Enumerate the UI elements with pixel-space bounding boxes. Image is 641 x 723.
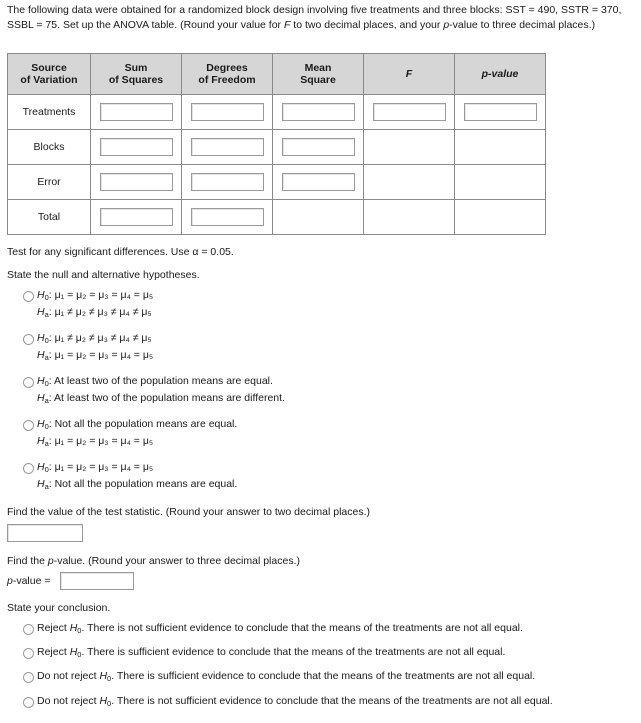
ha-subscript: a — [44, 396, 49, 405]
h0-symbol: H — [37, 375, 45, 387]
cell-p-error — [455, 165, 546, 200]
hypothesis-2-ha — [37, 349, 153, 361]
p-value-label — [7, 575, 51, 587]
question-hypotheses: State the null and alternative hypotheses. — [7, 269, 200, 281]
cell-f-treatments — [364, 95, 455, 130]
input-ss-error[interactable] — [100, 173, 173, 191]
hypothesis-1-h0 — [37, 289, 153, 301]
header-p-value: p-value — [455, 54, 546, 95]
h0-subscript: 0 — [44, 465, 49, 474]
q-pval-p-symbol: p — [47, 555, 54, 567]
cell-ss-treatments — [91, 95, 182, 130]
input-ss-treatments[interactable] — [100, 103, 173, 121]
row-label-error: Error — [8, 165, 91, 200]
h0-text: : μ₁ = μ₂ = μ₃ = μ₄ = μ₅ — [48, 461, 154, 473]
ha-symbol: H — [37, 306, 45, 318]
question-p-value — [7, 555, 300, 567]
cell-ms-treatments — [273, 95, 364, 130]
cell-df-total — [182, 200, 273, 235]
hypothesis-3-ha — [37, 392, 285, 404]
ha-text: : μ₁ = μ₂ = μ₃ = μ₄ = μ₅ — [48, 435, 154, 447]
input-df-treatments[interactable] — [191, 103, 264, 121]
pval-label-rest: -value = — [12, 575, 51, 587]
ha-symbol: H — [37, 478, 45, 490]
hypothesis-radio-2[interactable] — [23, 334, 34, 345]
conclusion-h-subscript: 0 — [77, 626, 82, 635]
table-header-row — [8, 54, 546, 95]
question-test: Test for any significant differences. Use α = 0.05. — [7, 246, 234, 258]
input-df-blocks[interactable] — [191, 138, 264, 156]
conclusion-radio-2[interactable] — [23, 648, 34, 659]
input-df-error[interactable] — [191, 173, 264, 191]
h0-subscript: 0 — [44, 336, 49, 345]
h0-text: : At least two of the population means are equal. — [48, 375, 273, 387]
cell-p-treatments — [455, 95, 546, 130]
ha-symbol: H — [37, 392, 45, 404]
table-row-blocks — [8, 130, 546, 165]
header-source-line1: Source — [31, 62, 67, 74]
header-source — [8, 54, 91, 95]
intro-text-a: The following data were obtained for a randomized block design involving five treatments and three blocks: SST = 490, SSTR = 370, SSBL = 75. Set up the ANOVA table. (Round your value for — [7, 4, 622, 31]
cell-p-total — [455, 200, 546, 235]
input-ss-total[interactable] — [100, 208, 173, 226]
header-ss-line2: of Squares — [108, 74, 164, 86]
cell-ss-total — [91, 200, 182, 235]
h0-text: : μ₁ ≠ μ₂ ≠ μ₃ ≠ μ₄ ≠ μ₅ — [48, 332, 152, 344]
header-f: F — [364, 54, 455, 95]
h0-symbol: H — [37, 289, 45, 301]
header-sum-of-squares — [91, 54, 182, 95]
conclusion-radio-3[interactable] — [23, 672, 34, 683]
conclusion-verb: Do not reject — [37, 695, 100, 707]
cell-f-blocks — [364, 130, 455, 165]
intro-text-b: to two decimal places, and your — [290, 18, 444, 31]
h0-subscript: 0 — [44, 293, 49, 302]
input-ms-treatments[interactable] — [282, 103, 355, 121]
intro-p-symbol: p — [443, 18, 450, 31]
conclusion-radio-4[interactable] — [23, 697, 34, 708]
hypothesis-3-h0 — [37, 375, 273, 387]
conclusion-h-symbol: H — [69, 622, 78, 634]
cell-df-treatments — [182, 95, 273, 130]
h0-subscript: 0 — [44, 422, 49, 431]
conclusion-h-subscript: 0 — [77, 650, 82, 659]
header-ms-line2: Square — [300, 74, 336, 86]
test-statistic-input[interactable] — [7, 524, 83, 542]
table-row-treatments — [8, 95, 546, 130]
cell-ms-total — [273, 200, 364, 235]
header-ss-line1: Sum — [124, 62, 148, 74]
header-df-line2: of Freedom — [198, 74, 256, 86]
ha-text: : At least two of the population means are different. — [48, 392, 285, 404]
cell-f-error — [364, 165, 455, 200]
ha-subscript: a — [44, 353, 49, 362]
ha-subscript: a — [44, 439, 49, 448]
conclusion-verb: Reject — [37, 622, 70, 634]
h0-symbol: H — [37, 332, 45, 344]
cell-f-total — [364, 200, 455, 235]
h0-symbol: H — [37, 418, 45, 430]
hypothesis-2-h0 — [37, 332, 152, 344]
hypothesis-radio-5[interactable] — [23, 463, 34, 474]
input-ss-blocks[interactable] — [100, 138, 173, 156]
input-df-total[interactable] — [191, 208, 264, 226]
cell-df-blocks — [182, 130, 273, 165]
cell-ms-error — [273, 165, 364, 200]
problem-statement — [7, 3, 635, 32]
table-row-error — [8, 165, 546, 200]
hypothesis-5-ha — [37, 478, 237, 490]
header-ms-line1: Mean — [304, 62, 332, 74]
conclusion-h-subscript: 0 — [107, 699, 112, 708]
hypothesis-1-ha — [37, 306, 152, 318]
hypothesis-radio-4[interactable] — [23, 420, 34, 431]
anova-table — [7, 53, 546, 235]
conclusion-option-4 — [37, 695, 553, 707]
row-label-treatments: Treatments — [8, 95, 91, 130]
ha-symbol: H — [37, 349, 45, 361]
conclusion-option-2 — [37, 646, 505, 658]
input-ms-error[interactable] — [282, 173, 355, 191]
hypothesis-4-h0 — [37, 418, 237, 430]
ha-subscript: a — [44, 310, 49, 319]
q-pval-text-a: Find the — [7, 555, 48, 567]
conclusion-h-subscript: 0 — [107, 674, 112, 683]
cell-df-error — [182, 165, 273, 200]
cell-ms-blocks — [273, 130, 364, 165]
input-p-treatments[interactable] — [464, 103, 537, 121]
hypothesis-radio-3[interactable] — [23, 377, 34, 388]
question-conclusion: State your conclusion. — [7, 602, 111, 614]
conclusion-radio-1[interactable] — [23, 624, 34, 635]
conclusion-text: . There is not sufficient evidence to conclude that the means of the treatments are not all equal. — [81, 622, 523, 634]
header-source-line2: of Variation — [20, 74, 78, 86]
ha-subscript: a — [44, 482, 49, 491]
conclusion-text: . There is sufficient evidence to conclude that the means of the treatments are not all equal. — [111, 670, 536, 682]
intro-text-c: -value to three decimal places.) — [449, 18, 596, 31]
conclusion-h-symbol: H — [99, 695, 108, 707]
p-value-input[interactable] — [60, 572, 134, 590]
hypothesis-5-h0 — [37, 461, 153, 473]
input-ms-blocks[interactable] — [282, 138, 355, 156]
conclusion-text: . There is not sufficient evidence to conclude that the means of the treatments are not all equal. — [111, 695, 553, 707]
conclusion-verb: Do not reject — [37, 670, 100, 682]
h0-subscript: 0 — [44, 379, 49, 388]
question-test-statistic: Find the value of the test statistic. (Round your answer to two decimal places.) — [7, 506, 371, 518]
ha-text: : μ₁ ≠ μ₂ ≠ μ₃ ≠ μ₄ ≠ μ₅ — [48, 306, 152, 318]
input-f-treatments[interactable] — [373, 103, 446, 121]
intro-f-symbol: F — [283, 18, 291, 31]
header-mean-square — [273, 54, 364, 95]
table-row-total — [8, 200, 546, 235]
conclusion-option-3 — [37, 670, 535, 682]
cell-ss-error — [91, 165, 182, 200]
h0-text: : μ₁ = μ₂ = μ₃ = μ₄ = μ₅ — [48, 289, 154, 301]
h0-symbol: H — [37, 461, 45, 473]
ha-text: : μ₁ = μ₂ = μ₃ = μ₄ = μ₅ — [48, 349, 154, 361]
conclusion-verb: Reject — [37, 646, 70, 658]
hypothesis-radio-1[interactable] — [23, 291, 34, 302]
cell-ss-blocks — [91, 130, 182, 165]
ha-text: : Not all the population means are equal. — [48, 478, 238, 490]
q-pval-text-b: -value. (Round your answer to three decimal places.) — [53, 555, 300, 567]
ha-symbol: H — [37, 435, 45, 447]
pval-label-p: p — [7, 575, 13, 587]
row-label-total: Total — [8, 200, 91, 235]
conclusion-option-1 — [37, 622, 523, 634]
cell-p-blocks — [455, 130, 546, 165]
conclusion-h-symbol: H — [99, 670, 108, 682]
h0-text: : Not all the population means are equal. — [48, 418, 238, 430]
conclusion-h-symbol: H — [69, 646, 78, 658]
hypothesis-4-ha — [37, 435, 153, 447]
header-df-line1: Degrees — [206, 62, 248, 74]
header-degrees-of-freedom — [182, 54, 273, 95]
conclusion-text: . There is sufficient evidence to conclude that the means of the treatments are not all equal. — [81, 646, 506, 658]
row-label-blocks: Blocks — [8, 130, 91, 165]
